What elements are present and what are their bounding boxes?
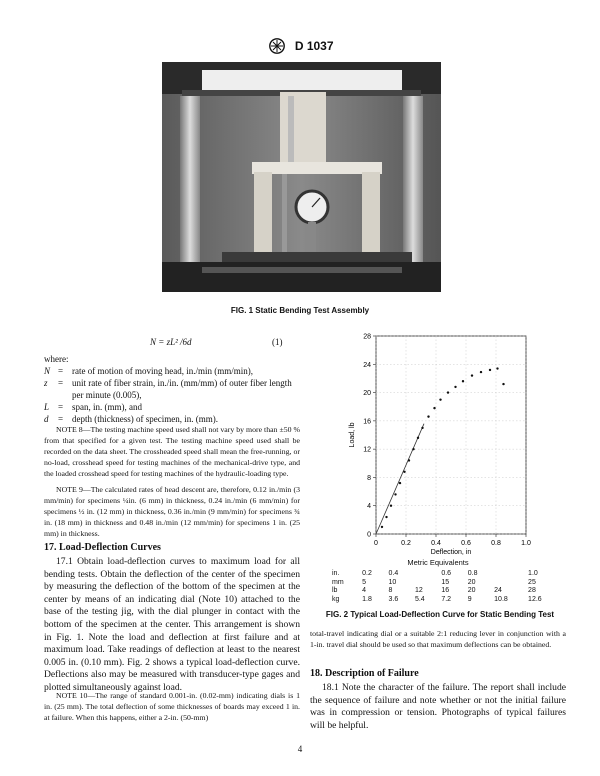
metric-cell: 0.4 xyxy=(388,570,399,577)
variable-def: depth (thickness) of specimen, in. (mm). xyxy=(72,414,218,424)
where-label: where: xyxy=(44,354,69,364)
data-point xyxy=(381,526,383,528)
metric-cell: 5.4 xyxy=(414,595,425,603)
metric-cell xyxy=(492,570,526,579)
plot-frame xyxy=(376,336,526,534)
note-9: NOTE 9—The calculated rates of head descent are, therefore, 0.12 in./min (3 mm/min) for specimens ¼in. (6 mm) in thickness, 0.24 in./min (6 mm/min) for specimens ½ in. (12 mm) in thickness, 0.36 in./min (9 mm/min) for specimens ¾ in. (18 mm) in thickness and 0.48 in./min (12 mm/min) for specimens 1 in. (25 mm) in thickness. xyxy=(44,485,300,538)
metric-cell: 28 xyxy=(528,587,536,594)
metric-row xyxy=(330,587,560,596)
data-point xyxy=(462,380,464,382)
x-tick-label: 0 xyxy=(374,540,378,547)
variable-row xyxy=(44,365,300,377)
variable-symbol: L xyxy=(44,402,50,412)
variable-symbol: N xyxy=(44,366,51,376)
designation: D 1037 xyxy=(294,39,334,53)
metric-cell: 10.8 xyxy=(494,595,508,603)
page-number: 4 xyxy=(297,744,303,754)
section-17-paragraph: 17.1 Obtain load-deflection curves to maximum load for all bending tests. Obtain the deflection of the center of the specimen by measuring the deflection of the bottom of the specimen at the center by means of an indicating dial (Note 10) attached to the base of the testing jig, with the dial plunger in contact with the bottom of the specimen at the center. This arrangement is shown in Fig. 1. Note the load and deflection at first failure and at maximum load. Take readings of deflection at least to the nearest 0.005 in. (0.10 mm). Fig. 2 shows a typical load-deflection curve. Deflections also may be measured with transducer-type gages and plotted simultaneously against load. xyxy=(44,556,300,693)
y-tick-label: 4 xyxy=(367,503,371,511)
variable-symbol: z xyxy=(44,378,48,388)
y-tick-label: 16 xyxy=(363,418,371,426)
metric-equivalents-title: Metric Equivalents xyxy=(407,558,469,567)
page-header xyxy=(0,38,600,54)
data-point xyxy=(480,371,482,373)
y-axis-label: Load, lb xyxy=(349,422,356,448)
metric-cell: 12.6 xyxy=(528,595,542,603)
section-18-title: 18. Description of Failure xyxy=(310,668,419,679)
y-tick-label: 24 xyxy=(363,361,371,369)
data-point xyxy=(489,369,491,371)
metric-cell: mm xyxy=(332,578,344,586)
y-tick-label: 8 xyxy=(367,474,371,482)
metric-cell: 3.6 xyxy=(388,595,399,603)
x-tick-label: 0.6 xyxy=(461,540,471,547)
data-point xyxy=(427,415,429,417)
metric-cell: 16 xyxy=(441,587,450,594)
metric-cell: kg xyxy=(332,595,340,603)
metric-cell: 4 xyxy=(362,587,367,594)
data-point xyxy=(502,383,504,385)
data-point xyxy=(390,505,392,507)
metric-row xyxy=(330,579,560,588)
metric-cell: lb xyxy=(332,587,338,594)
x-tick-label: 0.4 xyxy=(431,540,441,547)
metric-cell: 24 xyxy=(494,587,502,594)
metric-cell: 0.8 xyxy=(467,570,478,577)
y-tick-label: 12 xyxy=(363,446,371,454)
variable-row xyxy=(44,377,300,401)
load-deflection-chart xyxy=(318,330,558,556)
data-point xyxy=(421,427,423,429)
data-point xyxy=(408,459,410,461)
data-point xyxy=(403,471,405,473)
note-10-continued: total-travel indicating dial or a suitable 2:1 reducing lever in conjunction with a 1-in. travel dial should be used so that maximum deflections can be obtained. xyxy=(310,629,566,649)
metric-cell xyxy=(413,570,439,579)
note-8: NOTE 8—The testing machine speed used shall not vary by more than ±50 % from that specified for a given test. The testing machine speed used shall be recorded on the data sheet. The crossheaded speed shall mean the free-running, or no-load, crosshead speed for testing machines of the mechanical-drive type, and the loaded crosshead speed for testing machines of the hydraulic-loading type. xyxy=(44,425,300,478)
figure2-caption: FIG. 2 Typical Load-Deflection Curve for Static Bending Test xyxy=(325,610,555,619)
y-tick-label: 0 xyxy=(367,531,371,539)
variable-eq: = xyxy=(58,402,64,412)
variable-eq: = xyxy=(58,366,64,376)
variable-def: unit rate of fiber strain, in./in. (mm/mm) of outer fiber length per minute (0.005), xyxy=(72,378,292,400)
data-point xyxy=(454,386,456,388)
metric-cell: 1.8 xyxy=(362,595,372,603)
data-point xyxy=(385,516,387,518)
metric-cell: 20 xyxy=(467,587,476,594)
data-point xyxy=(417,437,419,439)
x-tick-label: 1.0 xyxy=(521,540,531,547)
variable-eq: = xyxy=(58,414,64,424)
equation-1: N = zL² /6d xyxy=(150,337,192,347)
data-point xyxy=(412,448,414,450)
metric-cell: 7.2 xyxy=(441,595,452,603)
section-18-paragraph: 18.1 Note the character of the failure. The report shall include the sequence of failure and note whether or not the initial failure was in compression or tension. Photographs of typical failures will be helpful. xyxy=(310,682,566,731)
metric-cell: 9 xyxy=(467,595,472,603)
y-tick-label: 20 xyxy=(363,390,371,398)
metric-row xyxy=(330,596,560,605)
metric-cell: 12 xyxy=(414,587,423,594)
variable-def: span, in. (mm), and xyxy=(72,402,142,412)
data-point xyxy=(439,398,441,400)
metric-cell: 25 xyxy=(528,578,536,586)
y-tick-label: 28 xyxy=(363,333,371,341)
data-point xyxy=(394,493,396,495)
metric-cell: 20 xyxy=(467,578,476,586)
data-point xyxy=(496,367,498,369)
data-point xyxy=(471,374,473,376)
metric-cell xyxy=(413,579,439,588)
data-point xyxy=(447,391,449,393)
metric-cell: 0.2 xyxy=(362,570,372,577)
metric-cell: 15 xyxy=(441,578,450,586)
variable-eq: = xyxy=(58,378,64,388)
variable-def: rate of motion of moving head, in./min (mm/min), xyxy=(72,366,253,376)
metric-cell: 10 xyxy=(388,578,397,586)
metric-equivalents-table xyxy=(330,570,560,604)
variable-list xyxy=(44,365,300,425)
x-axis-label: Deflection, in xyxy=(430,549,472,556)
section-17-title: 17. Load-Deflection Curves xyxy=(44,542,161,553)
metric-cell xyxy=(492,579,526,588)
astm-logo-icon xyxy=(266,38,288,54)
equation-number: (1) xyxy=(272,337,283,347)
figure1-caption: FIG. 1 Static Bending Test Assembly xyxy=(230,306,370,315)
variable-symbol: d xyxy=(44,414,49,424)
metric-cell: 8 xyxy=(388,587,393,594)
figure1-photo xyxy=(162,62,441,292)
metric-cell: in. xyxy=(332,570,340,577)
metric-cell: 0.6 xyxy=(441,570,452,577)
variable-row xyxy=(44,401,300,413)
data-point xyxy=(433,407,435,409)
note-10: NOTE 10—The range of standard 0.001-in. (0.02-mm) indicating dials is 1 in. (25 mm). The total deflection of some thicknesses of boards may exceed 1 in. at failure. When this happens, either a 2-in. (50-mm) xyxy=(44,691,300,722)
metric-cell: 5 xyxy=(362,578,367,586)
metric-cell: 1.0 xyxy=(528,570,538,577)
x-tick-label: 0.8 xyxy=(491,540,501,547)
x-tick-label: 0.2 xyxy=(401,540,411,547)
metric-row xyxy=(330,570,560,579)
data-point xyxy=(399,482,401,484)
